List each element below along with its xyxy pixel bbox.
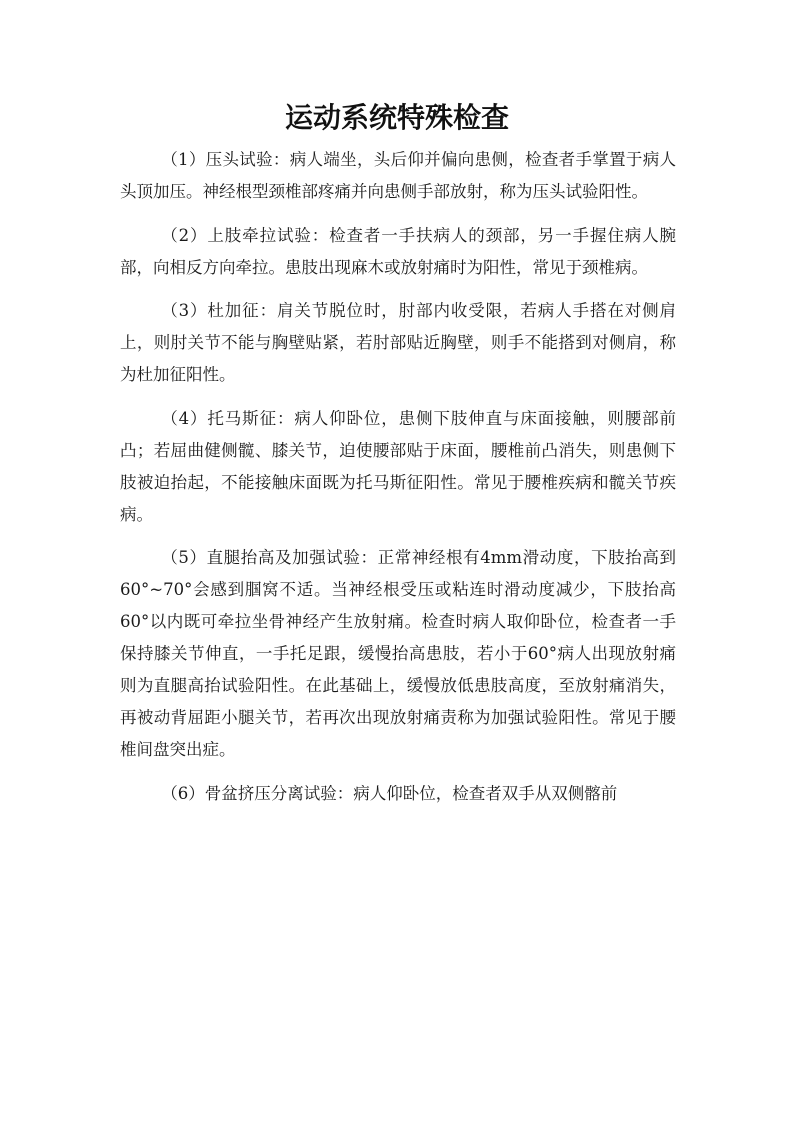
paragraph-upper-limb-traction-test: （2）上肢牵拉试验：检查者一手扶病人的颈部，另一手握住病人腕部，向相反方向牵拉。患肢出现麻木或放射痛时为阳性，常见于颈椎病。	[120, 225, 676, 277]
paragraph-neck-compression-test: （1）压头试验：病人端坐，头后仰并偏向患侧，检查者手掌置于病人头顶加压。神经根型颈椎部疼痛并向患侧手部放射，称为压头试验阳性。	[120, 150, 676, 201]
paragraph-dugas-sign: （3）杜加征：肩关节脱位时，肘部内收受限，若病人手搭在对侧肩上，则肘关节不能与胸壁贴紧，若肘部贴近胸壁，则手不能搭到对侧肩，称为杜加征阳性。	[120, 301, 676, 384]
page-title: 运动系统特殊检查	[284, 101, 509, 134]
document-body	[120, 144, 676, 821]
paragraph-straight-leg-raise-test: （5）直腿抬高及加强试验：正常神经根有4mm滑动度，下肢抬高到60°~70°会感到腘窝不适。当神经根受压或粘连时滑动度减少，下肢抬高60°以内既可牵拉坐骨神经产生放射痛。检查时病人取仰卧位，检查者一手保持膝关节伸直，一手托足跟，缓慢抬高患肢，若小于60°病人出现放射痛则为直腿高抬试验阳性。在此基础上，缓慢放低患肢高度，至放射痛消失，再被动背屈距小腿关节，若再次出现放射痛责称为加强试验阳性。常见于腰椎间盘突出症。	[120, 548, 676, 759]
paragraph-pelvic-compression-test: （6）骨盆挤压分离试验：病人仰卧位，检查者双手从双侧髂前	[161, 783, 618, 803]
paragraph-thomas-sign: （4）托马斯征：病人仰卧位，患侧下肢伸直与床面接触，则腰部前凸；若屈曲健侧髋、膝关节，迫使腰部贴于床面，腰椎前凸消失，则患侧下肢被迫抬起，不能接触床面既为托马斯征阳性。常见于腰椎疾病和髋关节疾病。	[120, 408, 676, 524]
